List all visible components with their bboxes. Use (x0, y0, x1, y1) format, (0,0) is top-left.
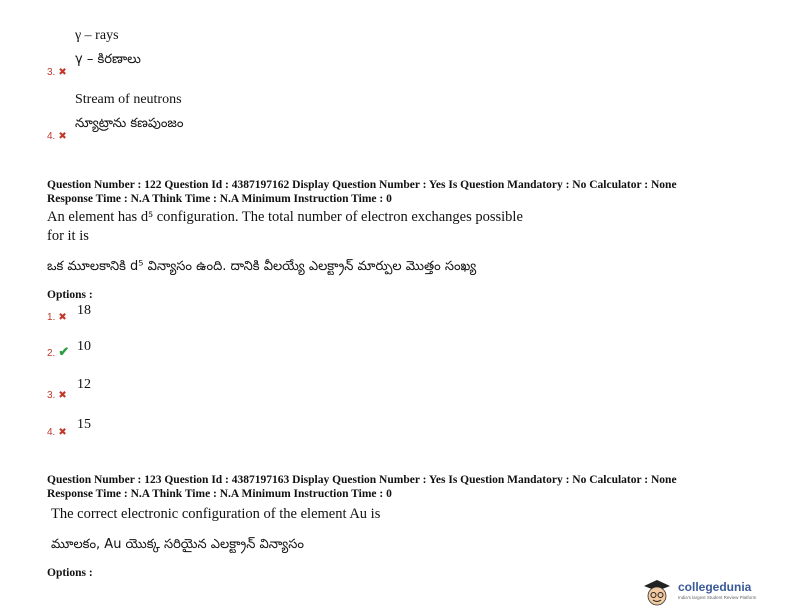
question-123-text-te: మూలకం, Au యొక్క సరియైన ఎలక్ట్రాన్ విన్యాసం (51, 537, 304, 552)
option-2-marker (47, 343, 69, 361)
question-123-meta: Question Number : 123 Question Id : 4387197163 Display Question Number : Yes Is Question Mandatory : No Calculator : None (47, 474, 677, 486)
mascot-icon (640, 578, 674, 608)
option-number: 2. (47, 348, 56, 359)
option-1-value: 18 (77, 303, 91, 318)
option-4-value: 15 (77, 417, 91, 432)
question-122-text-en-line2: for it is (47, 228, 89, 244)
option-4-text-en: Stream of neutrons (75, 92, 182, 107)
option-number: 4. (47, 131, 56, 142)
logo-name: collegedunia (678, 580, 752, 594)
options-label: Options : (47, 567, 93, 579)
cross-icon: ✖ (58, 390, 67, 401)
cross-icon: ✖ (58, 131, 67, 142)
option-3-marker (47, 62, 67, 80)
option-4-text-te: న్యూట్రాను కణపుంజం (75, 116, 184, 131)
checkmark-icon: ✔ (58, 344, 70, 359)
cross-icon: ✖ (58, 427, 67, 438)
option-number: 3. (47, 67, 56, 78)
option-3-text-en: γ – rays (75, 28, 119, 43)
question-122-meta: Question Number : 122 Question Id : 4387197162 Display Question Number : Yes Is Question Mandatory : No Calculator : None (47, 179, 677, 191)
option-3-value: 12 (77, 377, 91, 392)
option-3-text-te: γ – కిరణాలు (75, 52, 141, 67)
question-123-text-en: The correct electronic configuration of the element Au is (51, 506, 381, 522)
collegedunia-logo (640, 578, 788, 608)
option-1-marker (47, 307, 67, 325)
option-4-marker (47, 126, 67, 144)
option-number: 1. (47, 312, 56, 323)
option-2-value: 10 (77, 339, 91, 354)
logo-tagline: India's largest Student Review Platform (678, 595, 757, 600)
question-122-text-en-line1: An element has d⁵ configuration. The total number of electron exchanges possible (47, 209, 523, 225)
options-label: Options : (47, 289, 93, 301)
cross-icon: ✖ (58, 67, 67, 78)
option-number: 3. (47, 390, 56, 401)
cross-icon: ✖ (58, 312, 67, 323)
option-3-marker (47, 385, 67, 403)
question-123-response-time: Response Time : N.A Think Time : N.A Minimum Instruction Time : 0 (47, 488, 392, 500)
question-122-text-te: ఒక మూలకానికి d⁵ విన్యాసం ఉంది. దానికి వీలయ్యే ఎలక్ట్రాన్ మార్పుల మొత్తం సంఖ్య (47, 259, 477, 274)
option-number: 4. (47, 427, 56, 438)
option-4-marker (47, 422, 67, 440)
question-122-response-time: Response Time : N.A Think Time : N.A Minimum Instruction Time : 0 (47, 193, 392, 205)
